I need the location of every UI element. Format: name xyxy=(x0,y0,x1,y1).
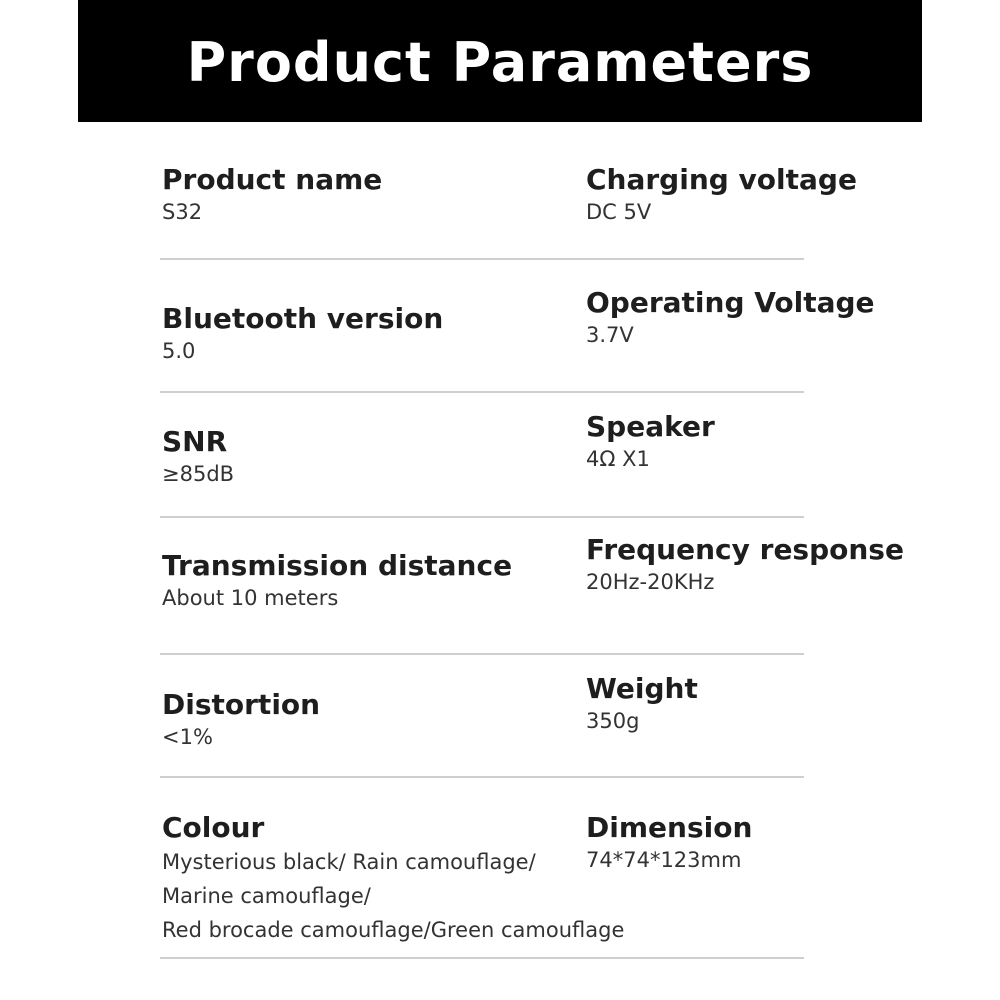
param-value: S32 xyxy=(162,200,203,224)
param-value-line: Marine camouflage/ xyxy=(162,884,371,908)
param-label: Product name xyxy=(162,163,383,196)
param-label: Operating Voltage xyxy=(586,286,875,319)
divider xyxy=(160,653,804,655)
param-distortion xyxy=(162,688,320,752)
param-snr xyxy=(162,425,234,489)
param-label: Weight xyxy=(586,672,698,705)
param-value: About 10 meters xyxy=(162,586,339,610)
param-label: Charging voltage xyxy=(586,163,857,196)
param-value: 4Ω X1 xyxy=(586,447,650,471)
param-value: 74*74*123mm xyxy=(586,848,742,872)
param-speaker xyxy=(586,410,715,474)
param-value: DC 5V xyxy=(586,200,652,224)
param-frequency-response xyxy=(586,533,904,597)
divider xyxy=(160,391,804,393)
param-transmission-distance xyxy=(162,549,512,613)
param-bluetooth-version xyxy=(162,302,443,366)
param-colour xyxy=(162,811,624,947)
param-value: 350g xyxy=(586,709,640,733)
param-label: Distortion xyxy=(162,688,321,721)
param-weight xyxy=(586,672,698,736)
divider xyxy=(160,776,804,778)
divider xyxy=(160,258,804,260)
param-operating-voltage xyxy=(586,286,875,350)
param-label: Frequency response xyxy=(586,533,904,566)
param-charging-voltage xyxy=(586,163,857,227)
divider xyxy=(160,516,804,518)
param-value: 20Hz-20KHz xyxy=(586,570,715,594)
param-label: Dimension xyxy=(586,811,753,844)
param-value: ≥85dB xyxy=(162,462,235,486)
param-value-line: Mysterious black/ Rain camouflage/ xyxy=(162,850,536,874)
param-value-line: Red brocade camouflage/Green camouflage xyxy=(162,918,625,942)
param-label: SNR xyxy=(162,425,228,458)
divider xyxy=(160,957,804,959)
param-value: <1% xyxy=(162,725,213,749)
header-banner xyxy=(78,0,922,122)
param-value: 3.7V xyxy=(586,323,634,347)
page-title: Product Parameters xyxy=(186,30,814,94)
param-label: Colour xyxy=(162,811,265,844)
param-label: Bluetooth version xyxy=(162,302,444,335)
param-product-name xyxy=(162,163,382,227)
param-value: 5.0 xyxy=(162,339,196,363)
param-label: Transmission distance xyxy=(162,549,513,582)
param-dimension xyxy=(586,811,752,875)
param-label: Speaker xyxy=(586,410,715,443)
